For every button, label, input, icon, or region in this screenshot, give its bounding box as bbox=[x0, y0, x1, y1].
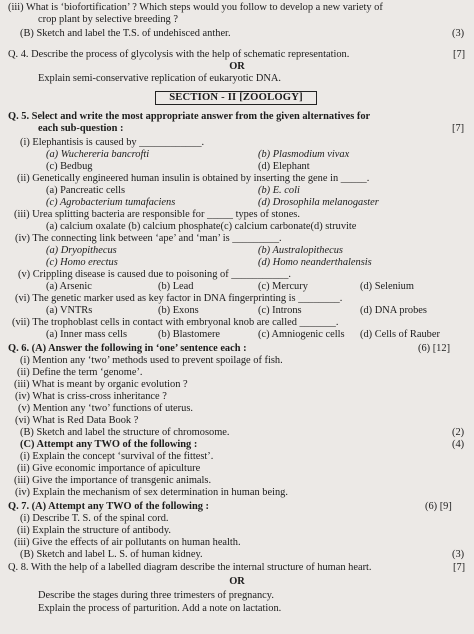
question-7-a-iii: (iii) Give the effects of air pollutants on human health. bbox=[14, 537, 241, 548]
question-6-a-vi: (vi) What is Red Data Book ? bbox=[15, 415, 139, 426]
question-4-marks: [7] bbox=[453, 49, 466, 60]
question-8-marks: [7] bbox=[453, 562, 466, 573]
mcq-iv-option-c: (c) Homo erectus bbox=[46, 257, 118, 268]
question-7-a-i: (i) Describe T. S. of the spinal cord. bbox=[20, 513, 169, 524]
question-6-c-i: (i) Explain the concept ‘survival of the fittest’. bbox=[20, 451, 214, 462]
mcq-ii-option-a: (a) Pancreatic cells bbox=[46, 185, 126, 196]
question-3-b-marks: (3) bbox=[452, 28, 465, 39]
mcq-iv: (iv) The connecting link between ‘ape’ and ‘man’ is _________. bbox=[15, 233, 282, 244]
mcq-ii-option-c: (c) Agrobacterium tumafaciens bbox=[46, 197, 176, 208]
mcq-vi-option-d: (d) DNA probes bbox=[360, 305, 427, 316]
question-4-alternative: Explain semi-conservative replication of eukaryotic DNA. bbox=[38, 73, 281, 84]
question-3-b: (B) Sketch and label the T.S. of undehisced anther. bbox=[20, 28, 231, 39]
question-6-a-iii: (iii) What is meant by organic evolution ? bbox=[14, 379, 188, 390]
question-6-b: (B) Sketch and label the structure of chromosome. bbox=[20, 427, 230, 438]
or-divider-1: OR bbox=[229, 61, 245, 72]
question-8-alternative-line-1: Describe the stages during three trimesters of pregnancy. bbox=[38, 590, 274, 601]
question-6-c-iv: (iv) Explain the mechanism of sex determination in human being. bbox=[15, 487, 288, 498]
or-divider-2: OR bbox=[229, 576, 245, 587]
question-6-c-ii: (ii) Give economic importance of apiculture bbox=[17, 463, 201, 474]
mcq-iv-option-d: (d) Homo neanderthalensis bbox=[258, 257, 372, 268]
mcq-vi-option-c: (c) Introns bbox=[258, 305, 302, 316]
mcq-v: (v) Crippling disease is caused due to poisoning of ___________. bbox=[18, 269, 292, 280]
mcq-vi: (vi) The genetic marker used as key factor in DNA fingerprinting is ________. bbox=[15, 293, 343, 304]
mcq-vii-option-c: (c) Amniogenic cells bbox=[258, 329, 345, 340]
question-5-line-2: each sub-question : bbox=[38, 123, 124, 134]
mcq-vii-option-b: (b) Blastomere bbox=[158, 329, 221, 340]
question-6-c-iii: (iii) Give the importance of transgenic animals. bbox=[14, 475, 212, 486]
question-6-b-marks: (2) bbox=[452, 427, 465, 438]
question-6-a-iv: (iv) What is criss-cross inheritance ? bbox=[15, 391, 167, 402]
mcq-ii-option-d: (d) Drosophila melanogaster bbox=[258, 197, 379, 208]
mcq-vii-option-d: (d) Cells of Rauber bbox=[360, 329, 440, 340]
question-7-a-marks: (6) [9] bbox=[425, 501, 452, 512]
question-3-iii-line-2: crop plant by selective breeding ? bbox=[38, 14, 178, 25]
question-3-iii-line-1: (iii) What is ‘biofortification’ ? Which steps would you follow to develop a new variety of bbox=[8, 2, 383, 13]
question-7-b: (B) Sketch and label L. S. of human kidney. bbox=[20, 549, 203, 560]
mcq-vii: (vii) The trophoblast cells in contact with embryonal knob are called _______. bbox=[12, 317, 339, 328]
question-8: Q. 8. With the help of a labelled diagram describe the internal structure of human heart. bbox=[8, 562, 372, 573]
mcq-i-option-c: (c) Bedbug bbox=[46, 161, 93, 172]
mcq-i-option-b: (b) Plasmodium vivax bbox=[258, 149, 350, 160]
question-6-a-i: (i) Mention any ‘two’ methods used to prevent spoilage of fish. bbox=[20, 355, 283, 366]
question-6-a-v: (v) Mention any ‘two’ functions of uterus. bbox=[18, 403, 193, 414]
question-7-a-ii: (ii) Explain the structure of antibody. bbox=[17, 525, 171, 536]
question-4: Q. 4. Describe the process of glycolysis with the help of schematic representation. bbox=[8, 49, 350, 60]
mcq-iv-option-a: (a) Dryopithecus bbox=[46, 245, 117, 256]
question-6-a-ii: (ii) Define the term ‘genome’. bbox=[17, 367, 143, 378]
question-6-a-marks: (6) [12] bbox=[418, 343, 451, 354]
section-heading: SECTION - II [ZOOLOGY] bbox=[155, 91, 317, 105]
mcq-vi-option-b: (b) Exons bbox=[158, 305, 199, 316]
question-7-a: Q. 7. (A) Attempt any TWO of the following : bbox=[8, 501, 209, 512]
question-6-c: (C) Attempt any TWO of the following : bbox=[20, 439, 198, 450]
mcq-ii: (ii) Genetically engineered human insulin is obtained by inserting the gene in _____. bbox=[17, 173, 370, 184]
mcq-v-option-b: (b) Lead bbox=[158, 281, 194, 292]
mcq-v-option-a: (a) Arsenic bbox=[46, 281, 92, 292]
question-6-c-marks: (4) bbox=[452, 439, 465, 450]
mcq-i-option-d: (d) Elephant bbox=[258, 161, 310, 172]
mcq-v-option-d: (d) Selenium bbox=[360, 281, 414, 292]
mcq-vi-option-a: (a) VNTRs bbox=[46, 305, 93, 316]
mcq-ii-option-b: (b) E. coli bbox=[258, 185, 300, 196]
mcq-iii: (iii) Urea splitting bacteria are responsible for _____ types of stones. bbox=[14, 209, 300, 220]
mcq-vii-option-a: (a) Inner mass cells bbox=[46, 329, 128, 340]
question-6-a: Q. 6. (A) Answer the following in ‘one’ sentence each : bbox=[8, 343, 247, 354]
mcq-i: (i) Elephantisis is caused by ____________. bbox=[20, 137, 205, 148]
mcq-i-option-a: (a) Wuchereria bancrofti bbox=[46, 149, 150, 160]
question-5-line-1: Q. 5. Select and write the most appropriate answer from the given alternatives for bbox=[8, 111, 371, 122]
mcq-iii-options: (a) calcium oxalate (b) calcium phosphate(c) calcium carbonate(d) struvite bbox=[46, 221, 357, 232]
question-5-marks: [7] bbox=[452, 123, 465, 134]
mcq-iv-option-b: (b) Australopithecus bbox=[258, 245, 343, 256]
question-7-b-marks: (3) bbox=[452, 549, 465, 560]
question-8-alternative-line-2: Explain the process of parturition. Add a note on lactation. bbox=[38, 603, 282, 614]
mcq-v-option-c: (c) Mercury bbox=[258, 281, 308, 292]
